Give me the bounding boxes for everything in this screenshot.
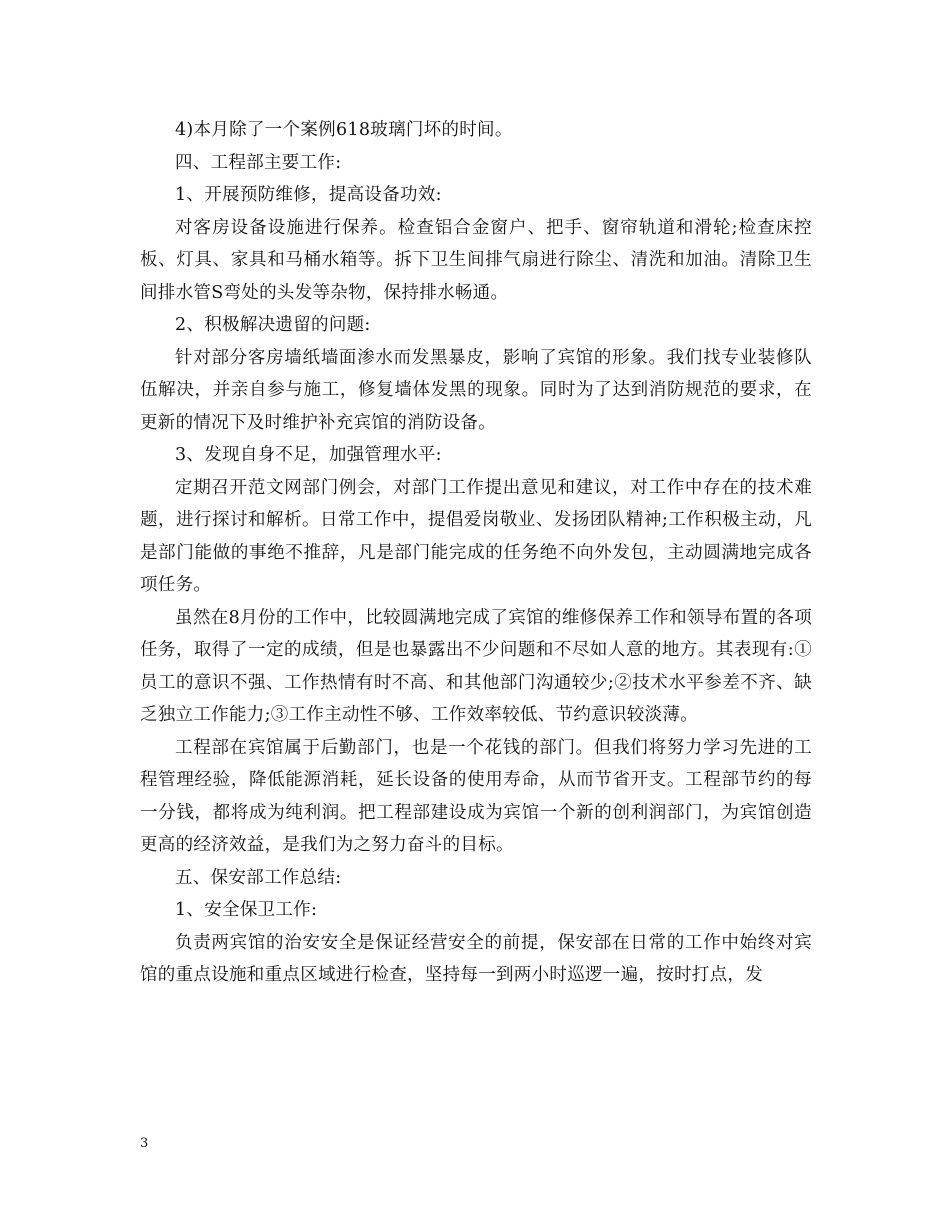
paragraph-case-618: 4)本月除了一个案例618玻璃门坏的时间。 [175, 120, 513, 140]
heading-engineering-main-work: 四、工程部主要工作: [175, 152, 342, 173]
paragraph-wall-repair: 针对部分客房墙纸墙面渗水而发黑暴皮，影响了宾馆的形象。我们找专业装修队伍解决，并亲自参与施工，修复墙体发黑的现象。同时为了达到消防规范的要求，在更新的情况下及时维护补充宾馆的消防设备。 [140, 347, 812, 433]
heading-security-summary: 五、保安部工作总结: [175, 867, 342, 888]
subheading-management-improvement: 3、发现自身不足，加强管理水平: [175, 445, 442, 465]
paragraph-department-meetings: 定期召开范文网部门例会，对部门工作提出意见和建议，对工作中存在的技术难题，进行探讨和解析。日常工作中，提倡爱岗敬业、发扬团队精神;工作积极主动，凡是部门能做的事绝不推辞，凡是部门能完成的任务绝不向外发包，主动圆满地完成各项任务。 [140, 477, 812, 595]
subheading-preventive-maintenance: 1、开展预防维修，提高设备功效: [175, 185, 442, 205]
document-body [140, 114, 812, 992]
subheading-security-work: 1、安全保卫工作: [175, 900, 318, 920]
paragraph-august-review: 虽然在8月份的工作中，比较圆满地完成了宾馆的维修保养工作和领导布置的各项任务，取得了一定的成绩，但是也暴露出不少问题和不尽如人意的地方。其表现有:①员工的意识不强、工作热情有时不高、和其他部门沟通较少;②技术水平参差不齐、缺乏独立工作能力;③工作主动性不够、工作效率较低、节约意识较淡薄。 [140, 607, 812, 725]
subheading-legacy-issues: 2、积极解决遗留的问题: [175, 315, 371, 335]
paragraph-engineering-goals: 工程部在宾馆属于后勤部门，也是一个花钱的部门。但我们将努力学习先进的工程管理经验，降低能源消耗，延长设备的使用寿命，从而节省开支。工程部节约的每一分钱，都将成为纯利润。把工程部建设成为宾馆一个新的创利润部门，为宾馆创造更高的经济效益，是我们为之努力奋斗的目标。 [140, 737, 812, 855]
paragraph-security-patrol: 负责两宾馆的治安安全是保证经营安全的前提，保安部在日常的工作中始终对宾馆的重点设施和重点区域进行检查，坚持每一到两小时巡逻一遍，按时打点，发 [140, 932, 812, 985]
paragraph-room-maintenance: 对客房设备设施进行保养。检查铝合金窗户、把手、窗帘轨道和滑轮;检查床控板、灯具、家具和马桶水箱等。拆下卫生间排气扇进行除尘、清洗和加油。清除卫生间排水管S弯处的头发等杂物，保持排水畅通。 [140, 217, 812, 303]
page-number: 3 [140, 1136, 149, 1151]
